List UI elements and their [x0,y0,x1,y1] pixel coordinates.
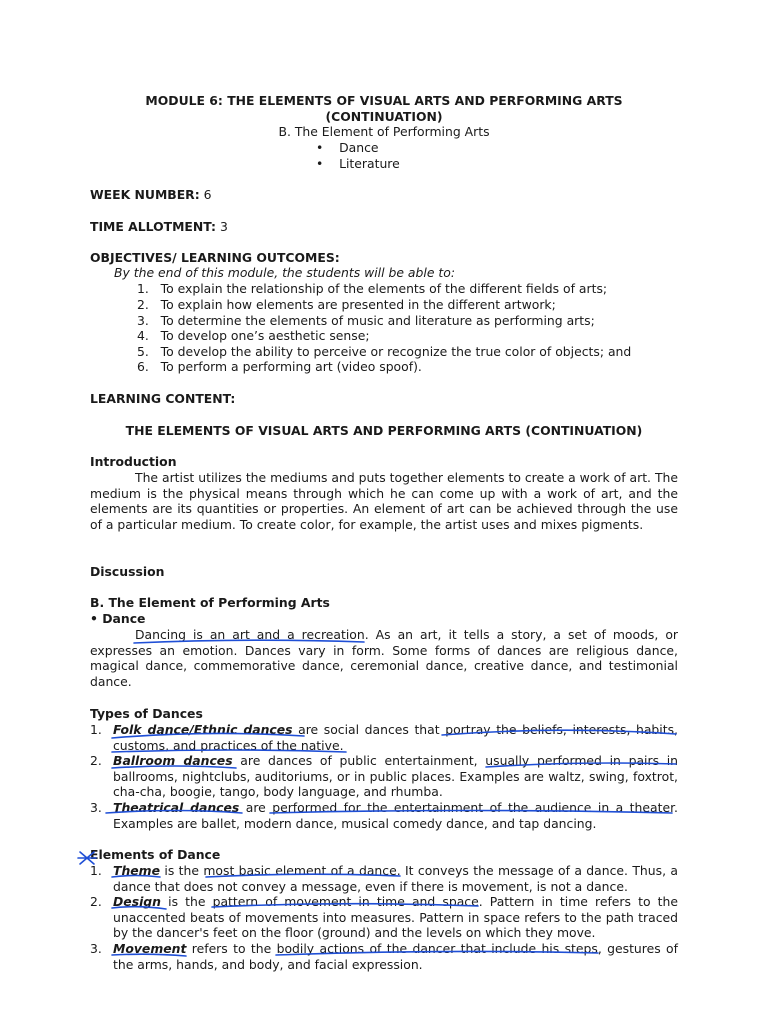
list-text [113,941,678,972]
time-label: TIME ALLOTMENT: [90,219,216,234]
list-text [113,894,678,941]
time-value: 3 [219,219,228,234]
dance-rest: . As an art, it tells a story, a set of moods, or expresses an emotion. Dances vary in form. Some forms of dances are religious dance, magical dance, commemorative dance, ceremonial dance, creative dance, and testimonial dance. [90,627,678,689]
list-text [113,863,678,894]
dance-lead: Dancing is an art and a recreation [135,627,365,642]
introduction-heading: Introduction [90,454,177,469]
dance-type-term: Ballroom dances [113,753,233,768]
dance-type-term: Folk dance/Ethnic dances [113,722,293,737]
dance-type-text: are dances of public entertainment, usually performed in pairs in ballrooms, nightclubs, auditoriums, or in public places. Examples are waltz, swing, foxtrot, cha-cha, boogie, tango, body language, and rhumba. [113,753,679,800]
element-text: is the most basic element of a dance. It conveys the message of a dance. Thus, a dance that does not convey a message, even if there is movement, is not a dance. [113,863,678,894]
dance-type-text: are performed for the entertainment of the audience in a theater. Examples are ballet, modern dance, musical comedy dance, and tap dancing. [113,800,678,831]
objective-text: To perform a performing art (video spoof). [160,359,422,374]
module-title-line2: (CONTINUATION) [325,109,443,124]
list-number: 1. [90,863,102,878]
dance-paragraph [90,627,678,689]
objective-item: 2. To explain how elements are presented in the different artwork; [137,297,556,312]
element-term: Movement [113,941,187,956]
objective-item: 4. To develop one’s aesthetic sense; [137,328,370,343]
objective-text: To develop one’s aesthetic sense; [160,328,370,343]
element-term: Design [113,894,162,909]
discussion-heading: Discussion [90,564,165,579]
list-number: 2. [90,894,102,909]
list-number: 3. [90,800,102,815]
list-number: 1. [90,722,102,737]
objective-item: 1. To explain the relationship of the elements of the different fields of arts; [137,281,608,296]
objectives-intro: By the end of this module, the students will be able to: [114,265,456,280]
time-allotment [90,219,228,234]
list-number: 3. [90,941,102,956]
bullet-label: Literature [339,156,400,171]
objective-item: 5. To develop the ability to perceive or recognize the true color of objects; and [137,344,632,359]
objective-text: To explain how elements are presented in the different artwork; [160,297,556,312]
content-main-title: THE ELEMENTS OF VISUAL ARTS AND PERFORMING ARTS (CONTINUATION) [125,423,643,438]
week-label: WEEK NUMBER: [90,187,200,202]
module-title-line1: MODULE 6: THE ELEMENTS OF VISUAL ARTS AND PERFORMING ARTS [145,93,623,108]
objective-item: 3. To determine the elements of music and literature as performing arts; [137,313,595,328]
week-number [90,187,212,202]
objective-text: To determine the elements of music and literature as performing arts; [160,313,595,328]
element-term: Theme [113,863,160,878]
list-number: 2. [90,753,102,768]
dance-heading: • Dance [90,611,146,626]
bullet-item-literature: • Literature [316,156,400,171]
learning-content-heading: LEARNING CONTENT: [90,391,236,406]
bullet-label: Dance [339,140,379,155]
objective-text: To develop the ability to perceive or recognize the true color of objects; and [160,344,632,359]
elements-heading: Elements of Dance [90,847,221,862]
bullet-item-dance: • Dance [316,140,379,155]
performing-arts-heading: B. The Element of Performing Arts [90,595,330,610]
objectives-heading: OBJECTIVES/ LEARNING OUTCOMES: [90,250,340,265]
list-text [113,753,678,800]
week-value: 6 [203,187,212,202]
objective-text: To explain the relationship of the elements of the different fields of arts; [160,281,608,296]
objective-item: 6. To perform a performing art (video spoof). [137,359,422,374]
list-text [113,722,678,753]
element-text: is the pattern of movement in time and space. Pattern in time refers to the unaccented beats of movements into measures. Pattern in space refers to the path traced by the dancer's feet on the floor (ground) and the levels on which they move. [113,894,678,941]
module-subtitle: B. The Element of Performing Arts [278,124,490,139]
element-text: refers to the bodily actions of the dancer that include his steps, gestures of the arms, hands, and body, and facial expression. [113,941,678,972]
list-text [113,800,678,831]
dance-type-text: are social dances that portray the beliefs, interests, habits, customs, and practices of the native. [113,722,678,753]
dance-type-term: Theatrical dances [113,800,240,815]
introduction-paragraph: The artist utilizes the mediums and puts together elements to create a work of art. The medium is the physical means through which he can come up with a work of art, and the elements are its quantities or properties. An element of art can be achieved through the use of a particular medium. To create color, for example, the artist uses and mixes pigments. [90,470,678,532]
types-heading: Types of Dances [90,706,203,721]
